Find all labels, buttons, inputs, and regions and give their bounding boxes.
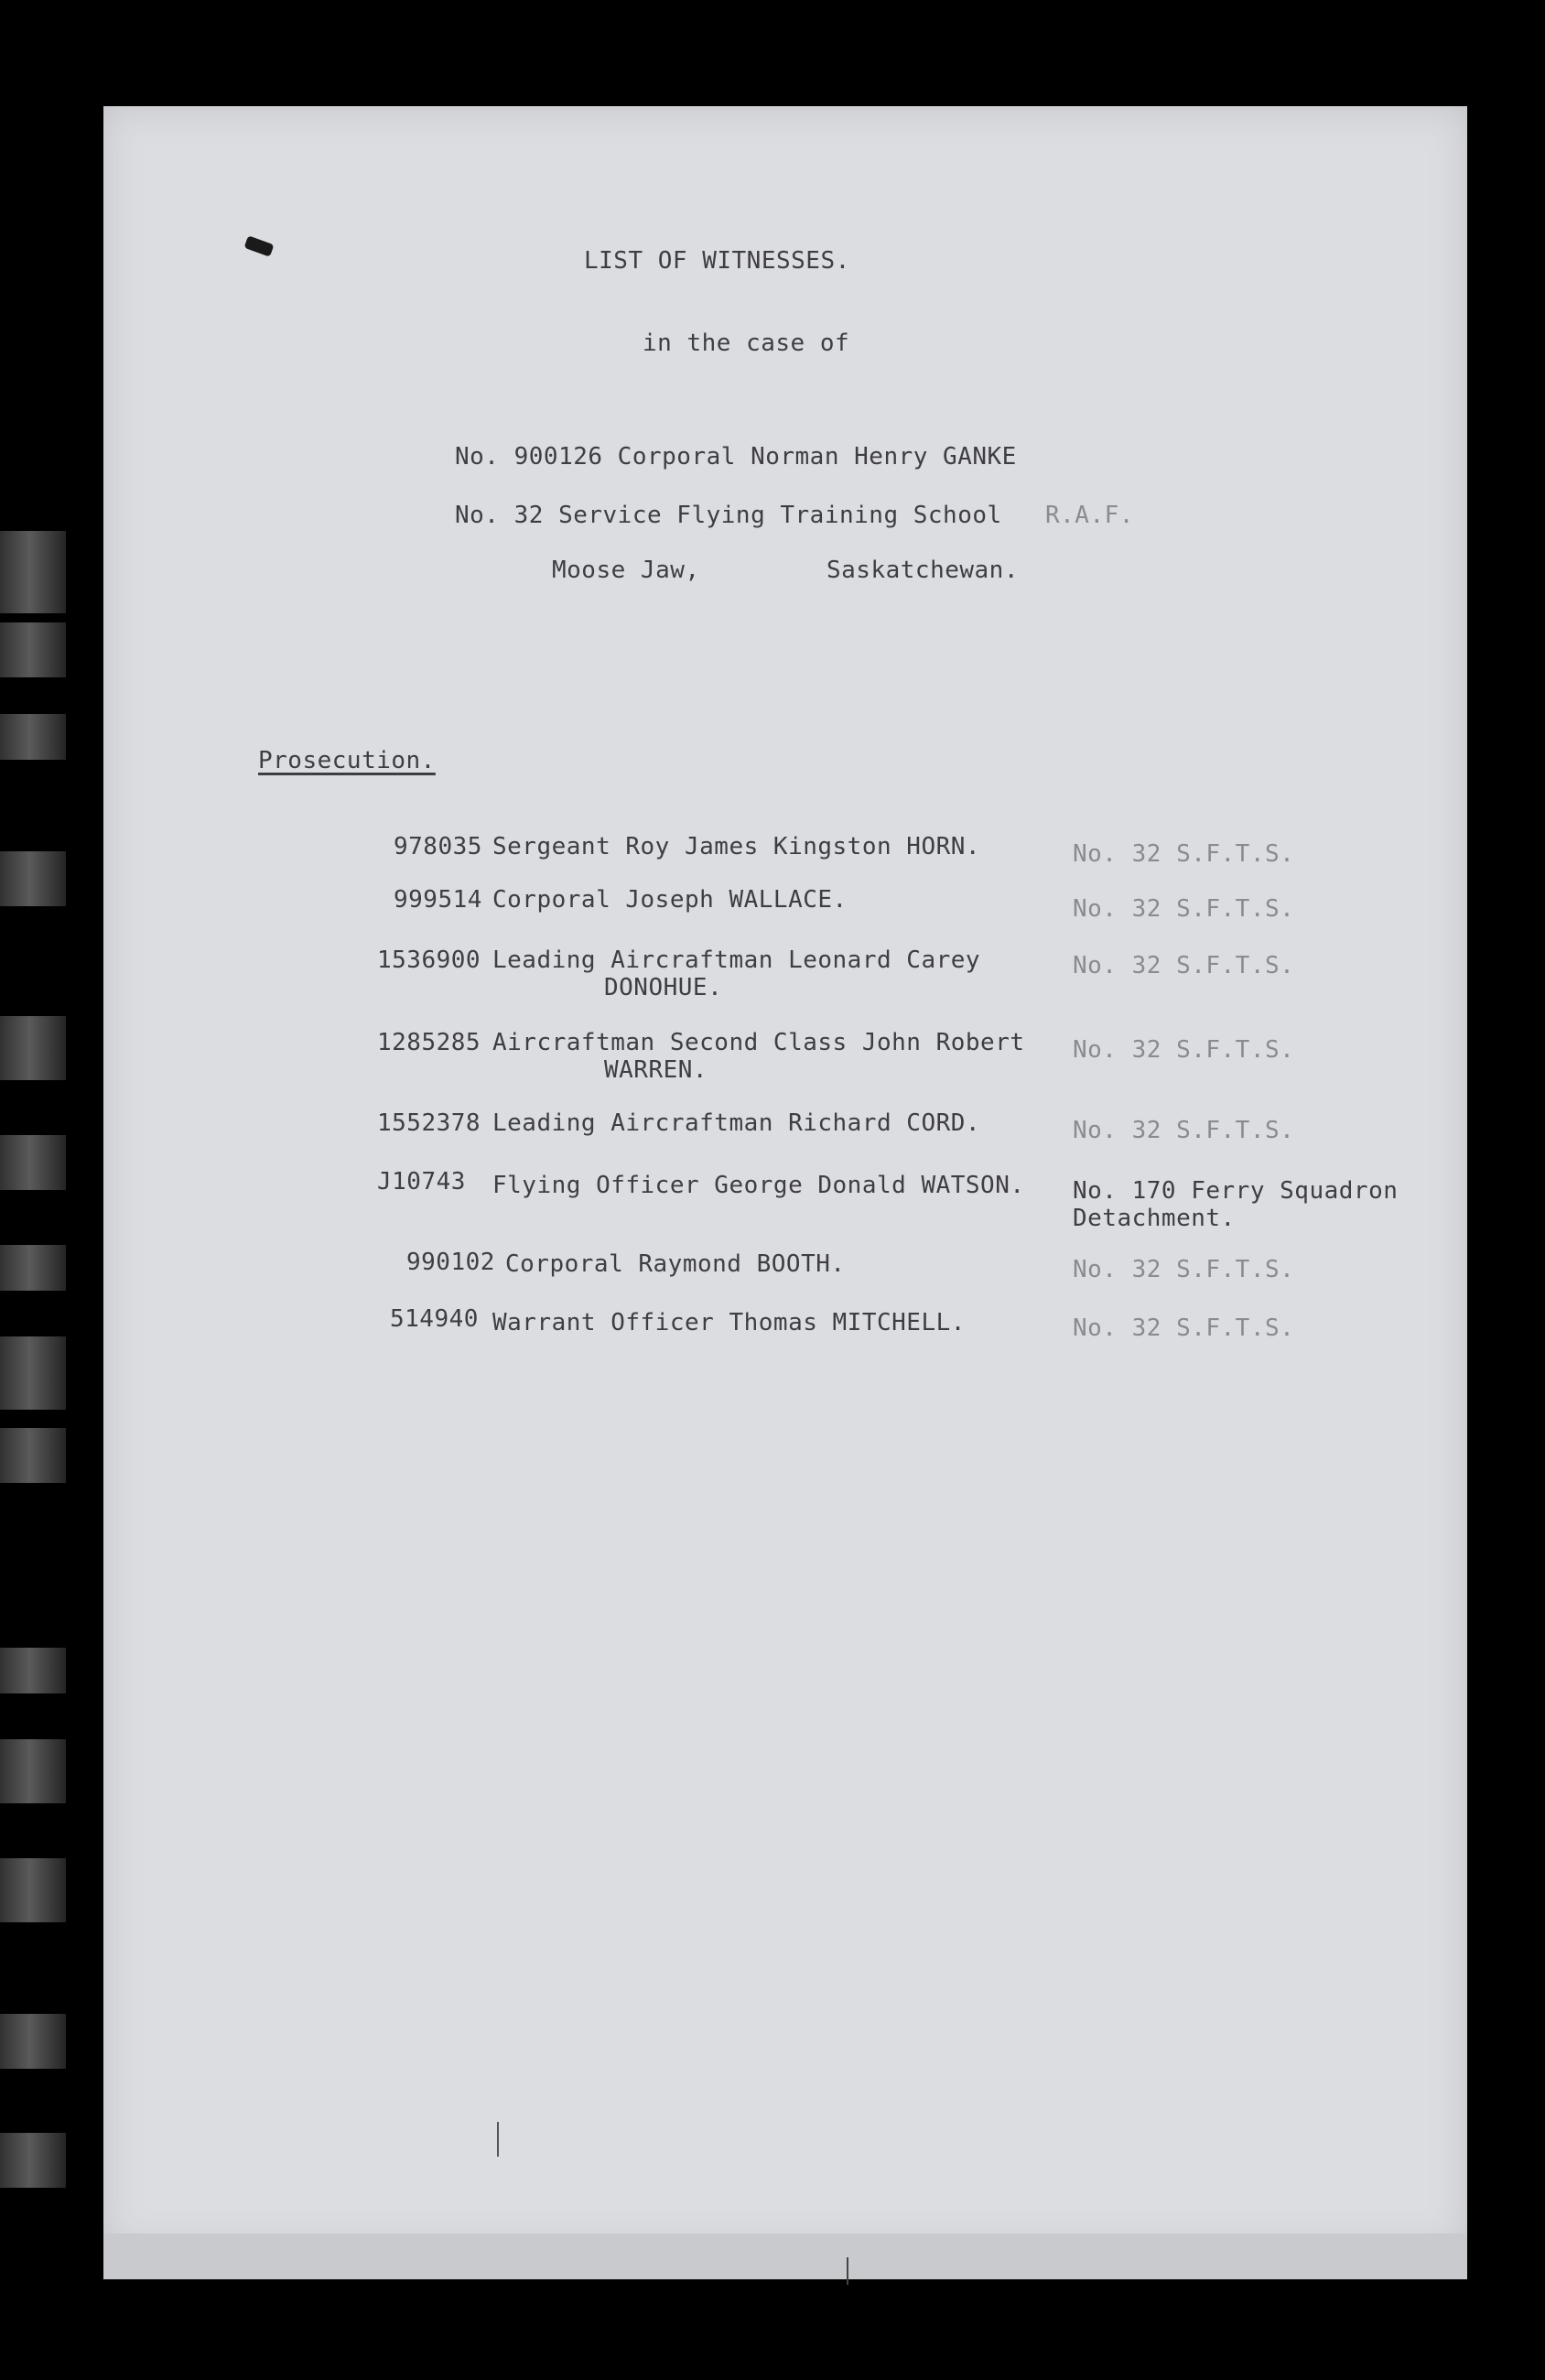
witness-name-cont: WARREN. (604, 1056, 708, 1084)
film-strip-mark (0, 531, 66, 613)
witness-unit: No. 32 S.F.T.S. (1073, 895, 1295, 923)
page-bottom-edge (103, 2234, 1467, 2279)
film-strip-mark (0, 1858, 66, 1922)
document-subtitle: in the case of (643, 330, 850, 357)
section-heading: Prosecution. (258, 747, 436, 774)
witness-name-cont: DONOHUE. (604, 974, 723, 1001)
witness-name: Corporal Raymond BOOTH. (505, 1250, 846, 1278)
pencil-mark (847, 2257, 848, 2285)
film-strip-mark (0, 1648, 66, 1693)
witness-unit: No. 32 S.F.T.S. (1073, 1036, 1295, 1064)
service-label: R.A.F. (1045, 502, 1134, 529)
witness-number: J10743 (377, 1168, 466, 1195)
place-label: Moose Jaw, (552, 557, 700, 584)
film-strip-mark (0, 1739, 66, 1803)
witness-number: 514940 (390, 1305, 479, 1333)
witness-name: Corporal Joseph WALLACE. (492, 886, 848, 914)
witness-unit: No. 32 S.F.T.S. (1073, 1256, 1295, 1283)
witness-unit: No. 170 Ferry Squadron (1073, 1177, 1399, 1205)
film-strip-mark (0, 714, 66, 760)
document-title: LIST OF WITNESSES. (584, 247, 850, 275)
witness-unit: No. 32 S.F.T.S. (1073, 952, 1295, 979)
film-strip-mark (0, 1336, 66, 1410)
film-strip-mark (0, 1245, 66, 1291)
province-label: Saskatchewan. (827, 557, 1019, 584)
witness-number: 1552378 (377, 1109, 481, 1137)
witness-number: 999514 (394, 886, 482, 914)
witness-name: Leading Aircraftman Leonard Carey (492, 947, 981, 974)
film-strip-mark (0, 1135, 66, 1190)
witness-name: Sergeant Roy James Kingston HORN. (492, 833, 981, 860)
film-strip-mark (0, 2133, 66, 2188)
film-strip-mark (0, 1428, 66, 1483)
unit-line: No. 32 Service Flying Training School (455, 502, 1002, 529)
film-strip-mark (0, 1016, 66, 1080)
witness-unit: No. 32 S.F.T.S. (1073, 840, 1295, 868)
witness-number: 978035 (394, 833, 482, 860)
witness-unit: No. 32 S.F.T.S. (1073, 1117, 1295, 1144)
witness-number: 990102 (406, 1249, 495, 1276)
witness-name: Warrant Officer Thomas MITCHELL. (492, 1309, 966, 1336)
film-strip-mark (0, 851, 66, 906)
witness-name: Leading Aircraftman Richard CORD. (492, 1109, 981, 1137)
witness-name: Aircraftman Second Class John Robert (492, 1029, 1025, 1056)
pencil-mark (497, 2122, 499, 2157)
film-strip-mark (0, 2014, 66, 2069)
accused-line: No. 900126 Corporal Norman Henry GANKE (455, 443, 1017, 471)
witness-unit: No. 32 S.F.T.S. (1073, 1314, 1295, 1342)
witness-unit-cont: Detachment. (1073, 1205, 1236, 1232)
film-strip-mark (0, 622, 66, 677)
witness-number: 1536900 (377, 947, 481, 974)
witness-name: Flying Officer George Donald WATSON. (492, 1172, 1025, 1199)
witness-number: 1285285 (377, 1029, 481, 1056)
